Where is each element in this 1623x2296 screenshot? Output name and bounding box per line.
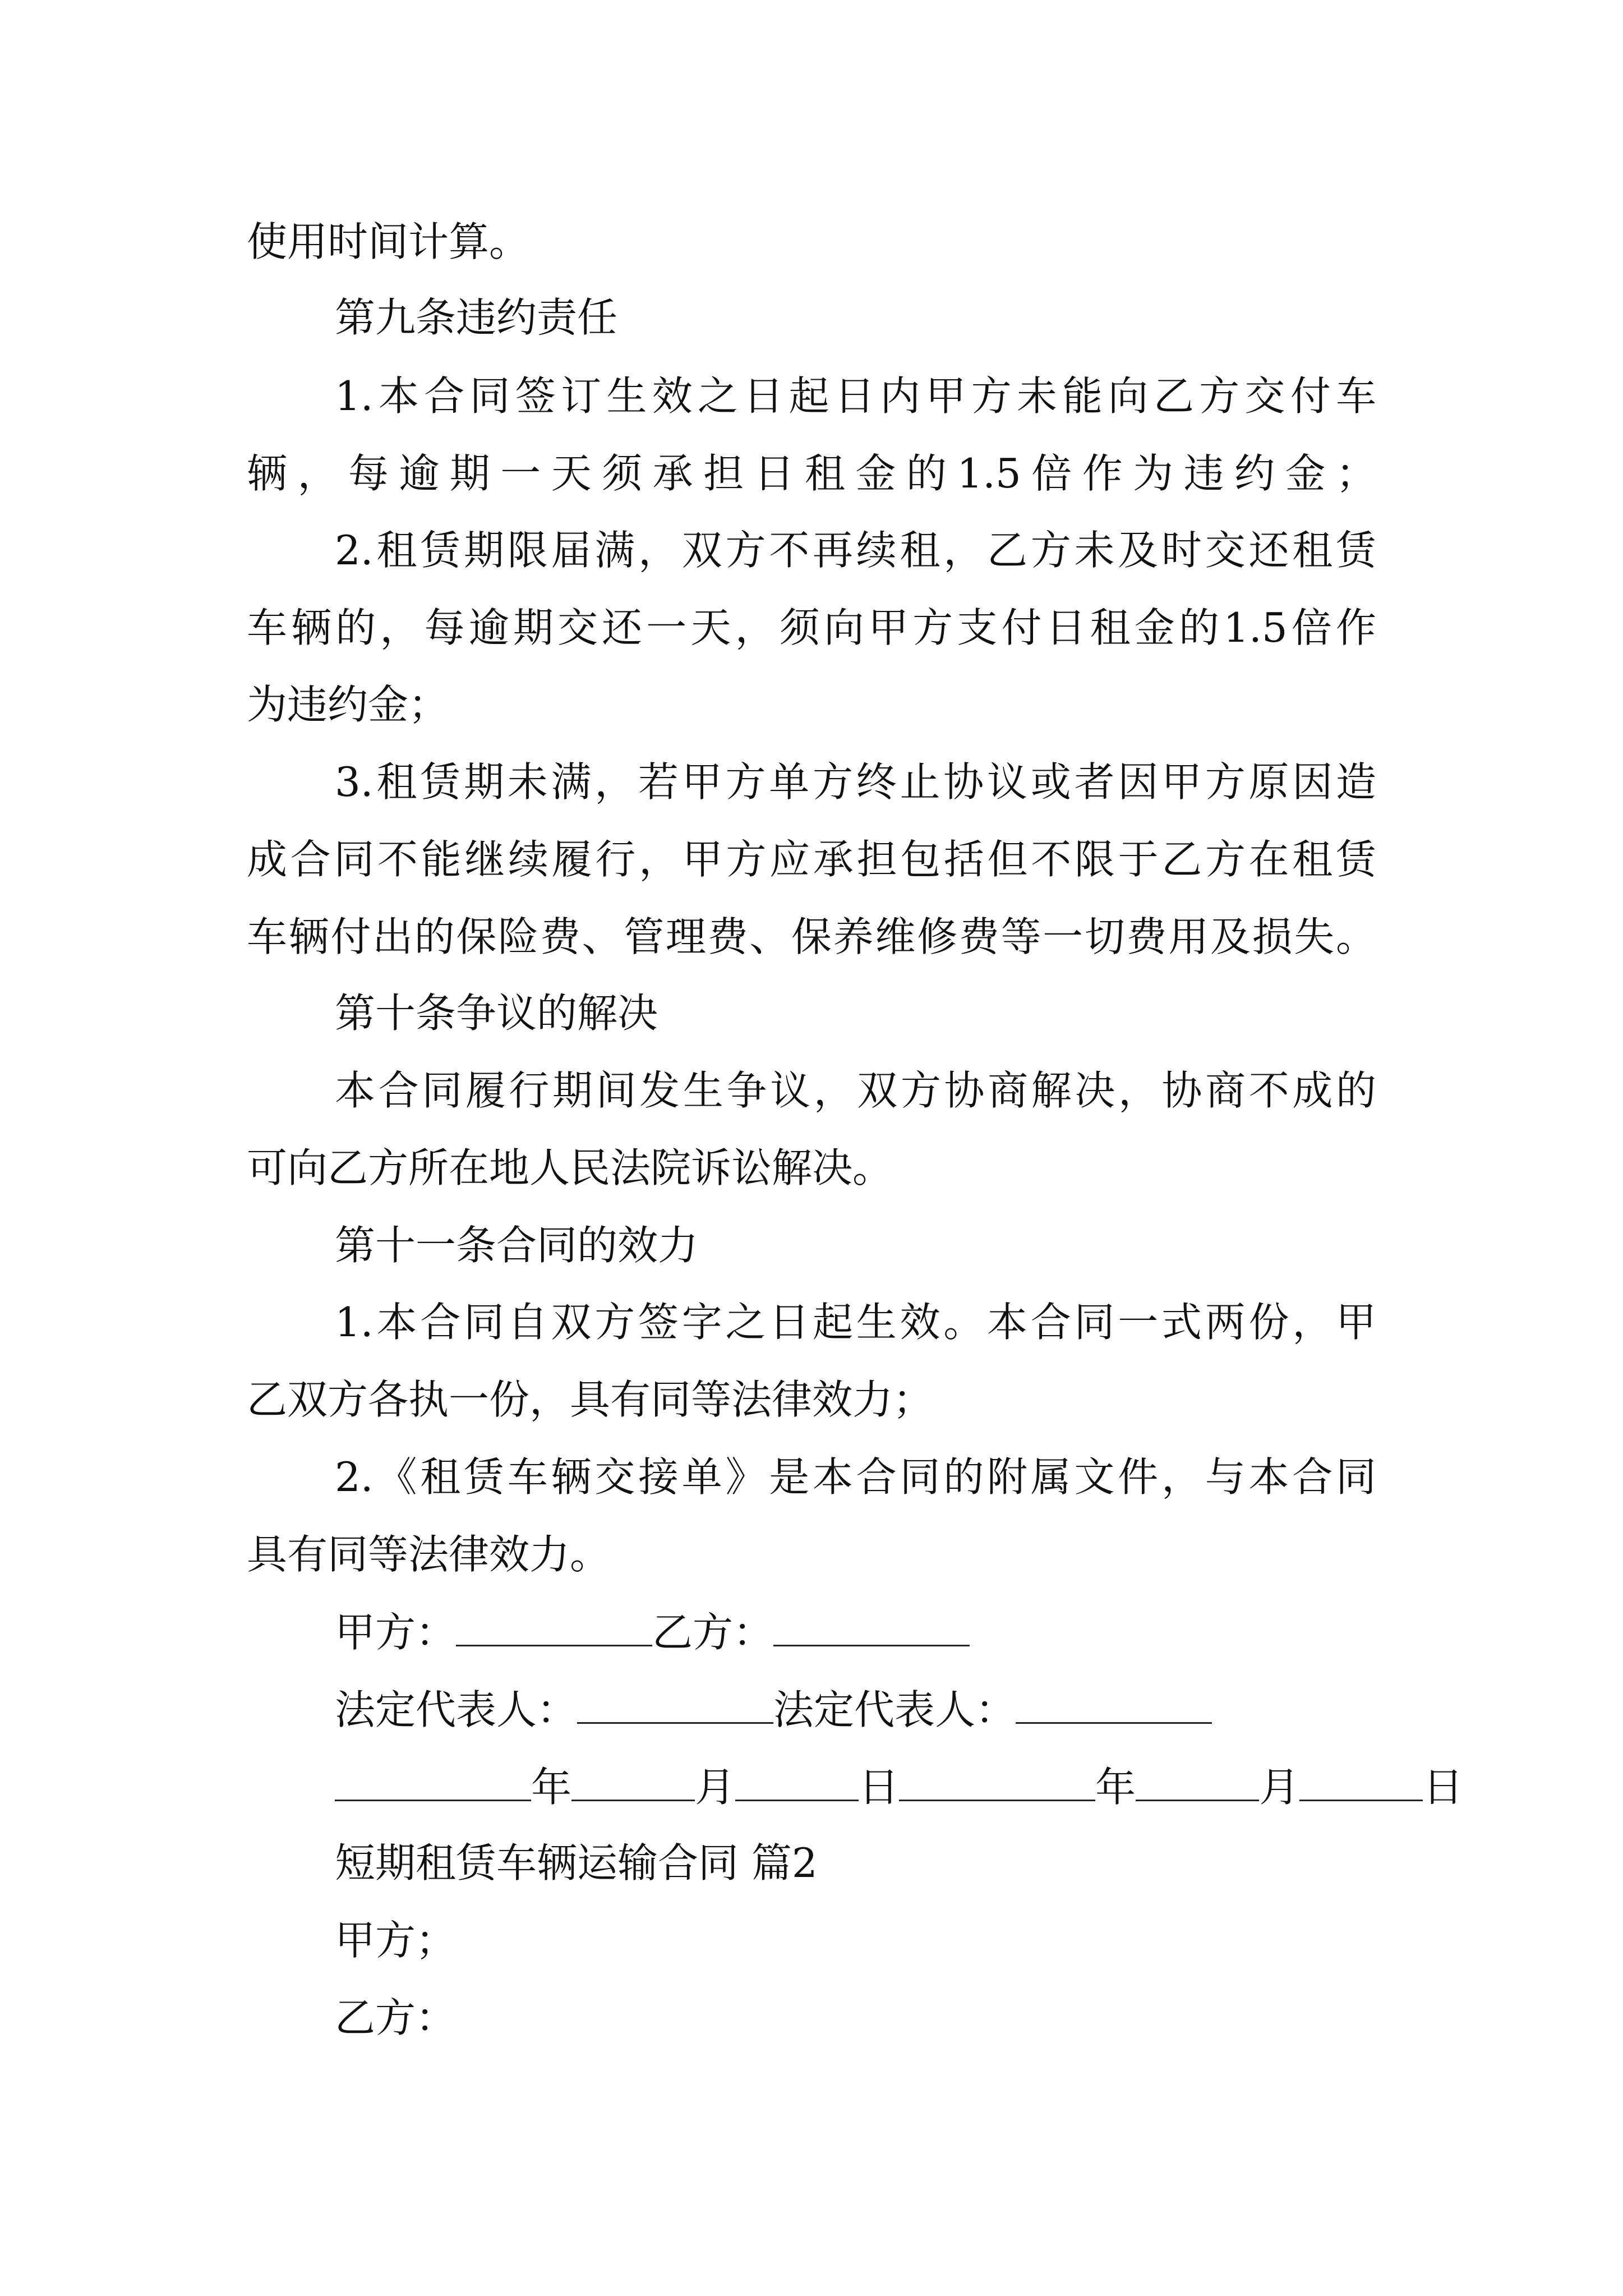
month-label: 月 xyxy=(695,1764,736,1811)
year-label: 年 xyxy=(1095,1764,1136,1811)
date-b-day-blank[interactable] xyxy=(1299,1766,1423,1801)
next-party-b: 乙方： xyxy=(335,1994,457,2041)
article-heading: 第九条违约责任 xyxy=(335,294,618,341)
year-label: 年 xyxy=(531,1764,572,1811)
date-a-year-blank[interactable] xyxy=(335,1766,531,1801)
date-a-day-blank[interactable] xyxy=(735,1766,859,1801)
signature-rep-row xyxy=(335,1686,1212,1733)
text-line: 辆，每逾期一天须承担日租金的1.5倍作为违约金； xyxy=(247,450,1376,497)
article-heading: 第十一条合同的效力 xyxy=(335,1222,699,1269)
date-b-month-blank[interactable] xyxy=(1136,1766,1259,1801)
article-heading: 第十条争议的解决 xyxy=(335,990,658,1037)
rep-b-label: 法定代表人： xyxy=(773,1686,1016,1733)
text-line: 车辆的，每逾期交还一天，须向甲方支付日租金的1.5倍作 xyxy=(247,604,1376,651)
day-label: 日 xyxy=(1423,1764,1464,1811)
party-a-blank[interactable] xyxy=(456,1611,652,1646)
text-line: 具有同等法律效力。 xyxy=(247,1531,611,1578)
party-b-label: 乙方： xyxy=(652,1609,774,1656)
day-label: 日 xyxy=(859,1764,900,1811)
text-line: 为违约金； xyxy=(247,681,449,728)
text-line: 可向乙方所在地人民法院诉讼解决。 xyxy=(247,1144,893,1191)
rep-a-blank[interactable] xyxy=(577,1688,773,1724)
text-line: 1.本合同自双方签字之日起生效。本合同一式两份，甲 xyxy=(335,1299,1376,1346)
party-a-label: 甲方： xyxy=(335,1609,457,1656)
text-line: 3.租赁期未满，若甲方单方终止协议或者因甲方原因造 xyxy=(335,758,1376,806)
text-line: 1.本合同签订生效之日起日内甲方未能向乙方交付车 xyxy=(335,372,1376,420)
rep-b-blank[interactable] xyxy=(1016,1688,1212,1724)
text-line: 乙双方各执一份，具有同等法律效力； xyxy=(247,1376,934,1423)
signature-date-row xyxy=(335,1764,1464,1811)
text-line: 车辆付出的保险费、管理费、保养维修费等一切费用及损失。 xyxy=(247,913,1376,960)
text-line: 使用时间计算。 xyxy=(247,218,530,265)
text-line: 成合同不能继续履行，甲方应承担包括但不限于乙方在租赁 xyxy=(247,836,1376,883)
section-title: 短期租赁车辆运输合同 篇2 xyxy=(335,1839,818,1887)
text-line: 本合同履行期间发生争议，双方协商解决，协商不成的 xyxy=(335,1067,1376,1114)
party-b-blank[interactable] xyxy=(773,1611,970,1646)
signature-party-row xyxy=(335,1609,970,1656)
month-label: 月 xyxy=(1259,1764,1300,1811)
text-line: 2.《租赁车辆交接单》是本合同的附属文件，与本合同 xyxy=(335,1453,1376,1501)
next-party-a: 甲方； xyxy=(335,1917,457,1964)
date-a-month-blank[interactable] xyxy=(571,1766,695,1801)
text-line: 2.租赁期限届满，双方不再续租，乙方未及时交还租赁 xyxy=(335,527,1376,574)
rep-a-label: 法定代表人： xyxy=(335,1686,578,1733)
date-b-year-blank[interactable] xyxy=(899,1766,1095,1801)
